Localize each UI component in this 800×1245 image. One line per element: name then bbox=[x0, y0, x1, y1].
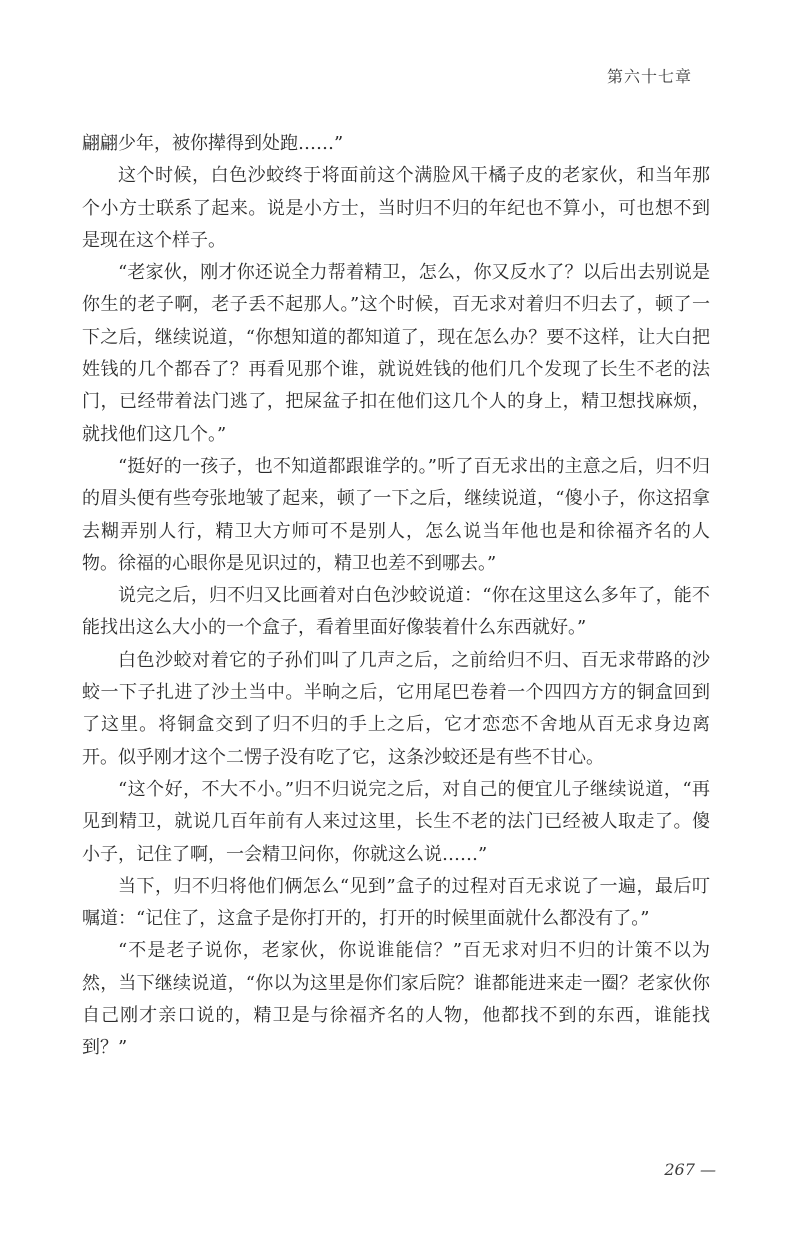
paragraph: 这个时候，白色沙蛟终于将面前这个满脸风干橘子皮的老家伙，和当年那个小方士联系了起来。说是小方士，当时归不归的年纪也不算小，可也想不到是现在这个样子。 bbox=[82, 165, 710, 251]
paragraph: 白色沙蛟对着它的子孙们叫了几声之后，之前给归不归、百无求带路的沙蛟一下子扎进了沙土当中。半晌之后，它用尾巴卷着一个四四方方的铜盒回到了这里。将铜盒交到了归不归的手上之后，它才恋恋不舍地从百无求身边离开。似乎刚才这个二愣子没有吃了它，这条沙蛟还是有些不甘心。 bbox=[82, 649, 710, 768]
paragraph: 当下，归不归将他们俩怎么“见到”盒子的过程对百无求说了一遍，最后叮嘱道：“记住了，这盒子是你打开的，打开的时候里面就什么都没有了。” bbox=[82, 875, 710, 930]
page-number: 267 — bbox=[664, 1160, 716, 1179]
paragraph: 翩翩少年，被你撵得到处跑……” bbox=[82, 133, 344, 154]
page-body bbox=[82, 128, 710, 1065]
chapter-title: 第六十七章 bbox=[606, 67, 692, 86]
paragraph: “挺好的一孩子，也不知道都跟谁学的。”听了百无求出的主意之后，归不归的眉头便有些夸张地皱了起来，顿了一下之后，继续说道，“傻小子，你这招拿去糊弄别人行，精卫大方师可不是别人，怎么说当年他也是和徐福齐名的人物。徐福的心眼你是见识过的，精卫也差不到哪去。” bbox=[82, 455, 710, 574]
paragraph: “不是老子说你，老家伙，你说谁能信？”百无求对归不归的计策不以为然，当下继续说道，“你以为这里是你们家后院？谁都能进来走一圈？老家伙你自己刚才亲口说的，精卫是与徐福齐名的人物，他都找不到的东西，谁能找到？” bbox=[82, 940, 710, 1059]
paragraph: 说完之后，归不归又比画着对白色沙蛟说道：“你在这里这么多年了，能不能找出这么大小的一个盒子，看着里面好像装着什么东西就好。” bbox=[82, 585, 710, 639]
paragraph: “这个好，不大不小。”归不归说完之后，对自己的便宜儿子继续说道，“再见到精卫，就说几百年前有人来过这里，长生不老的法门已经被人取走了。傻小子，记住了啊，一会精卫问你，你就这么说……” bbox=[82, 778, 710, 865]
paragraph: “老家伙，刚才你还说全力帮着精卫，怎么，你又反水了？以后出去别说是你生的老子啊，老子丢不起那人。”这个时候，百无求对着归不归去了，顿了一下之后，继续说道，“你想知道的都知道了，现在怎么办？要不这样，让大白把姓钱的几个都吞了？再看见那个谁，就说姓钱的他们几个发现了长生不老的法门，已经带着法门逃了，把屎盆子扣在他们这几个人的身上，精卫想找麻烦，就找他们这几个。” bbox=[82, 262, 710, 445]
